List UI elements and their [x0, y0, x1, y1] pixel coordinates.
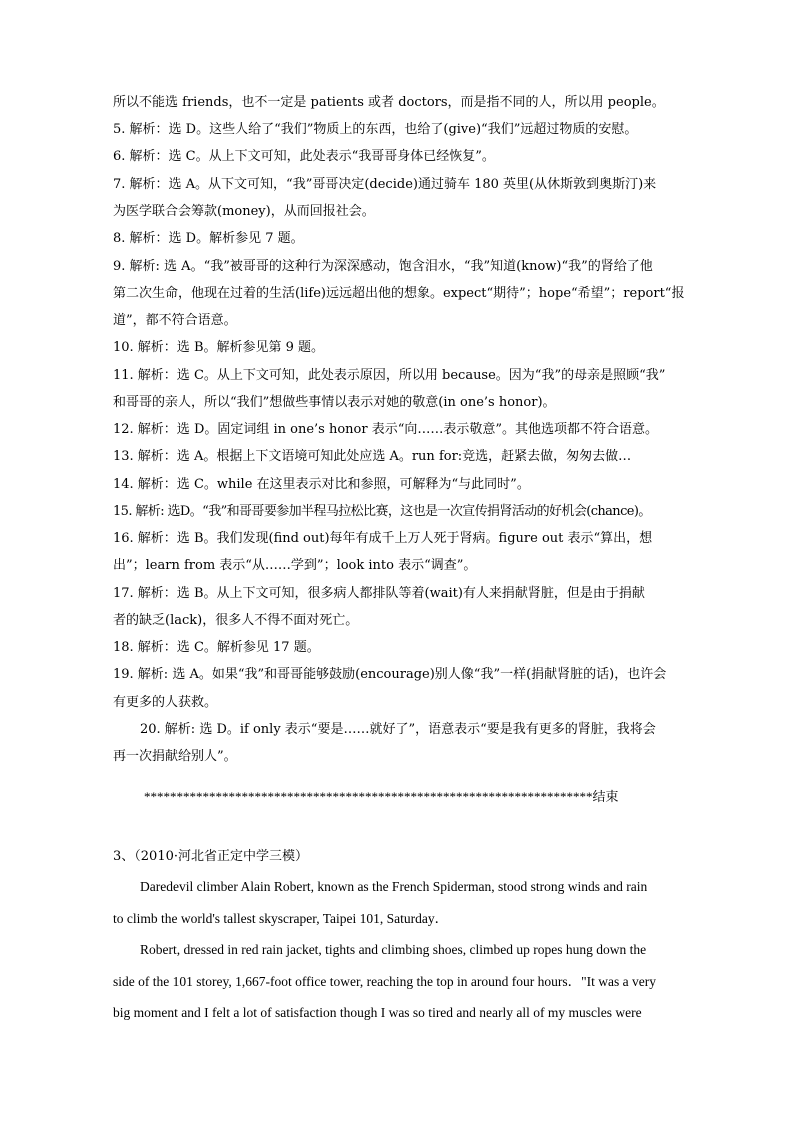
passage-line: Robert, dressed in red rain jacket, tights and climbing shoes, climbed up ropes hung down the [140, 942, 647, 957]
text-line: 19. 解析: 选 A。如果“我”和哥哥能够鼓励(encourage)别人像“我”一样(捐献肾脏的话)，也许会 [113, 667, 667, 682]
passage-line: side of the 101 storey, 1,667-foot office tower, reaching the top in around four hours．"It was a very [113, 974, 656, 989]
end-marker: *********************************************************************结束 [144, 789, 619, 804]
text-line: 20. 解析: 选 D。if only 表示“要是……就好了”，语意表示“要是我有更多的肾脏，我将会 [140, 722, 656, 737]
passage-line: big moment and I felt a lot of satisfaction though I was so tired and nearly all of my muscles were [113, 1005, 642, 1020]
text-line: 道”，都不符合语意。 [113, 313, 237, 328]
text-line: 6. 解析：选 C。从上下文可知，此处表示“我哥哥身体已经恢复”。 [113, 149, 495, 164]
text-line: 18. 解析：选 C。解析参见 17 题。 [113, 640, 320, 655]
text-line: 17. 解析：选 B。从上下文可知，很多病人都排队等着(wait)有人来捐献肾脏，但是由于捐献 [113, 586, 645, 601]
section-heading: 3、（2010·河北省正定中学三模） [113, 849, 308, 864]
passage-line: to climb the world's tallest skyscraper, Taipei 101, Saturday． [113, 911, 449, 926]
text-line: 7. 解析：选 A。从下文可知，“我”哥哥决定(decide)通过骑车 180 英里(从休斯敦到奥斯汀)来 [113, 177, 657, 192]
text-line: 出”；learn from 表示“从……学到”；look into 表示“调查”。 [113, 558, 477, 573]
text-line: 5. 解析：选 D。这些人给了“我们”物质上的东西，也给了(give)“我们”远超过物质的安慰。 [113, 122, 638, 137]
text-line: 10. 解析：选 B。解析参见第 9 题。 [113, 340, 325, 355]
text-line: 者的缺乏(lack)，很多人不得不面对死亡。 [113, 613, 359, 628]
text-line: 为医学联合会筹款(money)，从而回报社会。 [113, 204, 375, 219]
text-line: 8. 解析：选 D。解析参见 7 题。 [113, 231, 304, 246]
text-line: 11. 解析：选 C。从上下文可知，此处表示原因，所以用 because。因为“我”的母亲是照顾“我” [113, 368, 666, 383]
passage-line: Daredevil climber Alain Robert, known as the French Spiderman, stood strong winds and rain [140, 879, 648, 894]
text-line: 12. 解析：选 D。固定词组 in one’s honor 表示“向……表示敬意”。其他选项都不符合语意。 [113, 422, 659, 437]
text-line: 15. 解析: 选D。“我”和哥哥要参加半程马拉松比赛，这也是一次宣传捐肾活动的好机会(chance)。 [113, 504, 651, 519]
text-line: 有更多的人获救。 [113, 695, 218, 710]
text-line: 9. 解析: 选 A。“我”被哥哥的这种行为深深感动，饱含泪水，“我”知道(know)“我”的肾给了他 [113, 259, 653, 274]
text-line: 第二次生命，他现在过着的生活(life)远远超出他的想象。expect“期待”；hope“希望”；report“报 [113, 286, 685, 301]
text-line: 所以不能选 friends，也不一定是 patients 或者 doctors，而是指不同的人，所以用 people。 [113, 95, 665, 110]
text-line: 再一次捐献给别人”。 [113, 749, 237, 764]
text-line: 13. 解析：选 A。根据上下文语境可知此处应选 A。run for:竞选，赶紧去做，匆匆去做… [113, 449, 632, 464]
text-line: 和哥哥的亲人，所以“我们”想做些事情以表示对她的敬意(in one’s honor)。 [113, 395, 556, 410]
text-line: 14. 解析：选 C。while 在这里表示对比和参照，可解释为“与此同时”。 [113, 477, 530, 492]
text-line: 16. 解析：选 B。我们发现(find out)每年有成千上万人死于肾病。figure out 表示“算出，想 [113, 531, 653, 546]
